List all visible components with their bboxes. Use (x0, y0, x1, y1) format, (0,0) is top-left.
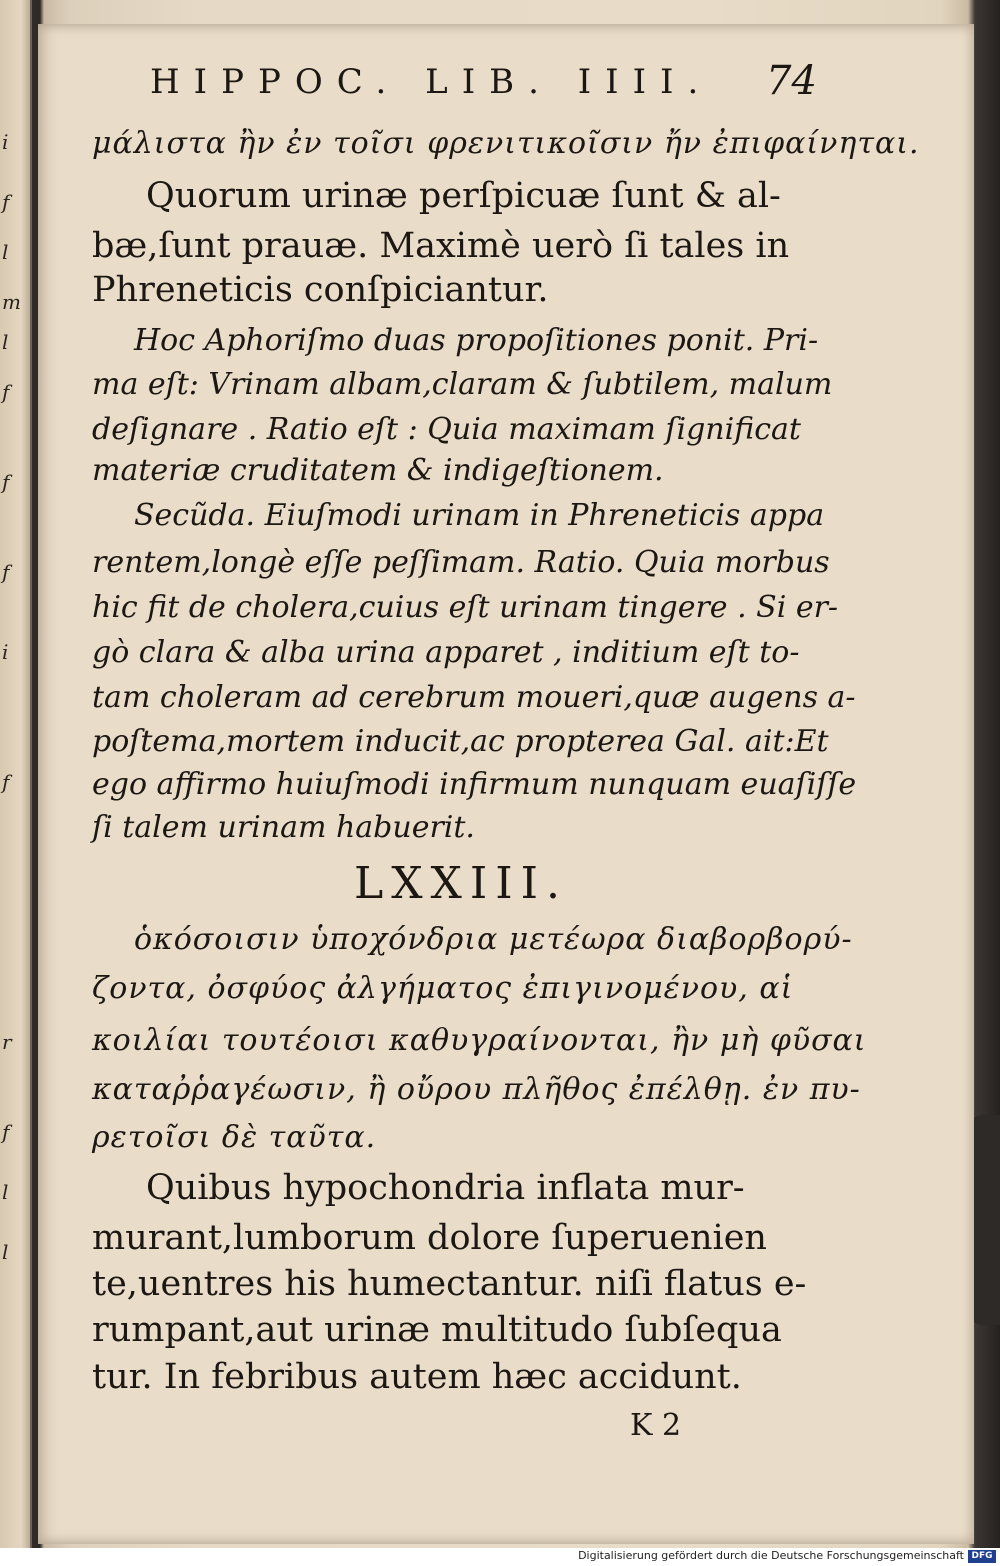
commentary-line: Hoc Aphoriſmo duas propoſitiones ponit. Pri- (134, 323, 819, 358)
commentary-line: Secũda. Eiuſmodi urinam in Phreneticis appa (134, 498, 825, 533)
latin-text-line: Phreneticis conſpiciantur. (92, 270, 549, 310)
margin-fragment: l (2, 240, 9, 264)
commentary-line: deſignare . Ratio eſt : Quia maximam ſignificat (92, 412, 801, 447)
latin-text-line: bæ,ſunt prauæ. Maximè uerò ſi tales in (92, 226, 790, 266)
latin-text-line: Quorum urinæ perſpicuæ ſunt & al- (146, 176, 781, 216)
commentary-line: gò clara & alba urina apparet , inditium eſt to- (92, 635, 800, 670)
margin-fragment: l (2, 330, 9, 354)
greek-text-line: καταῤῥαγέωσιν, ἢ οὔρου πλῆθος ἐπέλθῃ. ἐν πυ- (92, 1072, 861, 1107)
latin-text-line: rumpant,aut urinæ multitudo ſubſequa (92, 1310, 782, 1350)
greek-text-line: μάλιστα ἢν ἐν τοῖσι φρενιτικοῖσιν ἤν ἐπιφαίνηται. (92, 126, 920, 161)
aphorism-number: LXXIII. (354, 858, 568, 909)
margin-fragment: f (2, 1120, 10, 1144)
latin-text-line: murant,lumborum dolore ſuperuenien (92, 1218, 767, 1258)
margin-fragment: m (2, 290, 21, 314)
margin-fragment: l (2, 1180, 9, 1204)
commentary-line: hic fit de cholera,cuius eſt urinam tingere . Si er- (92, 590, 839, 625)
commentary-line: ego affirmo huiuſmodi infirmum nunquam euaſiſſe (92, 767, 857, 802)
commentary-line: ma eſt: Vrinam albam,claram & ſubtilem, malum (92, 367, 833, 402)
margin-fragment: i (2, 640, 9, 664)
dfg-logo: DFG (968, 1550, 996, 1563)
commentary-line: ſi talem urinam habuerit. (92, 810, 475, 845)
previous-page-edge (0, 0, 32, 1548)
greek-text-line: ρετοῖσι δὲ ταῦτα. (92, 1120, 377, 1155)
margin-fragment: f (2, 470, 10, 494)
margin-fragment: f (2, 190, 10, 214)
latin-text-line: te,uentres his humectantur. niſi flatus e- (92, 1264, 807, 1304)
margin-fragment: r (2, 1030, 12, 1054)
margin-fragment: f (2, 380, 10, 404)
running-title: HIPPOC. LIB. IIII. (150, 62, 713, 102)
commentary-line: poſtema,mortem inducit,ac propterea Gal. ait:Et (92, 724, 829, 759)
page-number: 74 (766, 58, 817, 104)
commentary-line: tam choleram ad cerebrum moueri,quæ augens a- (92, 680, 856, 715)
greek-text-line: ὁκόσοισιν ὑποχόνδρια μετέωρα διαβορβορύ- (134, 922, 853, 957)
signature-mark: K 2 (630, 1408, 682, 1443)
margin-fragment: i (2, 130, 9, 154)
commentary-line: rentem,longè eſſe peſſimam. Ratio. Quia morbus (92, 545, 830, 580)
digitization-credit: Digitalisierung gefördert durch die Deutsche Forschungsgemeinschaft (578, 1549, 964, 1562)
margin-fragment: l (2, 1240, 9, 1264)
greek-text-line: ζοντα, ὀσφύος ἀλγήματος ἐπιγινομένου, αἱ (92, 971, 794, 1006)
margin-fragment: f (2, 770, 10, 794)
commentary-line: materiæ cruditatem & indigeſtionem. (92, 453, 664, 488)
margin-fragment: f (2, 560, 10, 584)
latin-text-line: Quibus hypochondria inflata mur- (146, 1168, 745, 1208)
greek-text-line: κοιλίαι τουτέοισι καθυγραίνονται, ἢν μὴ φῦσαι (92, 1023, 867, 1058)
latin-text-line: tur. In febribus autem hæc accidunt. (92, 1357, 742, 1397)
